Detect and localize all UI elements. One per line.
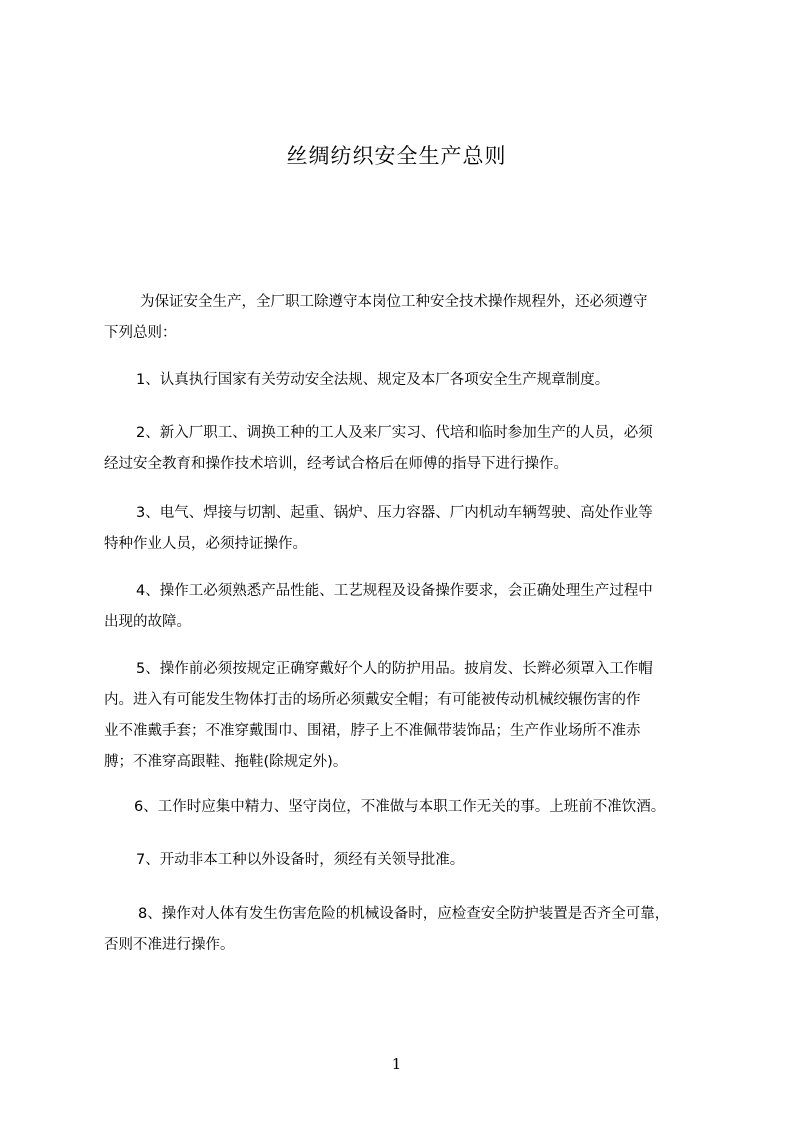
intro-line-2: 下列总则： xyxy=(104,325,177,341)
rule-7 xyxy=(104,845,464,876)
rule-7-line-1: 7、开动非本工种以外设备时，须经有关领导批准。 xyxy=(136,852,465,868)
rule-5-line-2: 内。进入有可能发生物体打击的场所必须戴安全帽；有可能被传动机械绞辗伤害的作 xyxy=(104,692,641,708)
intro-paragraph xyxy=(104,287,648,349)
rule-8-line-1: 8、操作对人体有发生伤害危险的机械设备时，应检查安全防护装置是否齐全可靠， xyxy=(138,906,670,922)
rule-6 xyxy=(104,792,665,823)
rule-2-line-1: 2、新入厂职工、调换工种的工人及来厂实习、代培和临时参加生产的人员，必须 xyxy=(136,425,653,441)
rule-8-line-2: 否则不准进行操作。 xyxy=(104,937,235,953)
rule-1-line-1: 1、认真执行国家有关劳动安全法规、规定及本厂各项安全生产规章制度。 xyxy=(136,372,610,388)
document-title: 丝绸纺织安全生产总则 xyxy=(286,144,507,168)
rule-3-line-2: 特种作业人员，必须持证操作。 xyxy=(104,536,307,552)
rule-2 xyxy=(104,418,653,480)
rule-1 xyxy=(104,365,609,396)
rule-2-line-2: 经过安全教育和操作技术培训，经考试合格后在师傅的指导下进行操作。 xyxy=(104,456,568,472)
page-number: 1 xyxy=(391,1055,402,1073)
rule-5-line-3: 业不准戴手套；不准穿戴围巾、围裙，脖子上不准佩带装饰品；生产作业场所不准赤 xyxy=(104,723,641,739)
rule-4-line-2: 出现的故障。 xyxy=(104,614,191,630)
rule-5-line-4: 膊；不准穿高跟鞋、拖鞋(除规定外)。 xyxy=(104,754,348,770)
rule-5 xyxy=(104,654,653,778)
rule-4-line-1: 4、操作工必须熟悉产品性能、工艺规程及设备操作要求，会正确处理生产过程中 xyxy=(136,583,653,599)
rule-3 xyxy=(104,498,653,560)
rule-8 xyxy=(104,899,669,961)
rule-4 xyxy=(104,576,653,638)
intro-line-1: 为保证安全生产，全厂职工除遵守本岗位工种安全技术操作规程外，还必须遵守 xyxy=(140,294,648,310)
rule-3-line-1: 3、电气、焊接与切割、起重、锅炉、压力容器、厂内机动车辆驾驶、高处作业等 xyxy=(136,505,653,521)
rule-6-line-1: 6、工作时应集中精力、坚守岗位，不准做与本职工作无关的事。上班前不准饮酒。 xyxy=(134,799,666,815)
rule-5-line-1: 5、操作前必须按规定正确穿戴好个人的防护用品。披肩发、长辫必须罩入工作帽 xyxy=(136,661,653,677)
